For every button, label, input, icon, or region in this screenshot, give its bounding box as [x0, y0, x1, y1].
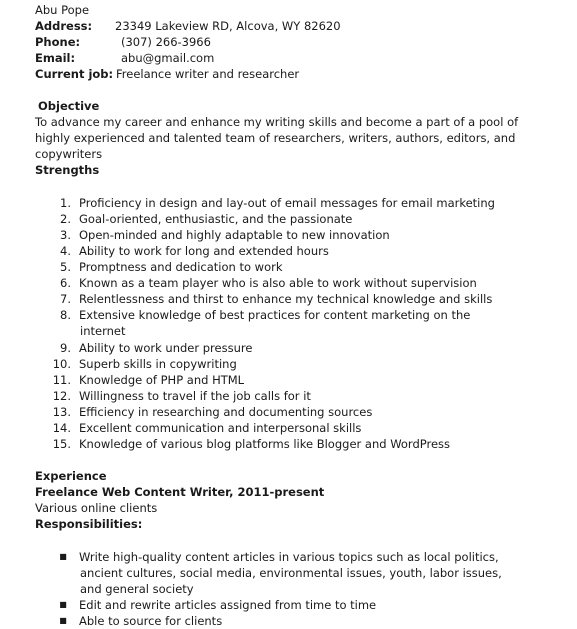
list-item-text: Extensive knowledge of best practices for content marketing on the: [79, 308, 471, 322]
current-job-value: Freelance writer and researcher: [116, 67, 300, 81]
list-number: 12.: [52, 389, 71, 403]
list-item-text-continuation: and general society: [80, 582, 194, 596]
clients-text: Various online clients: [35, 501, 158, 515]
objective-heading: Objective: [38, 99, 100, 113]
list-number: 14.: [52, 421, 71, 435]
list-number: 5.: [60, 260, 71, 274]
strengths-heading: Strengths: [35, 163, 100, 177]
list-item-text: Goal-oriented, enthusiastic, and the passionate: [79, 212, 353, 226]
experience-heading: Experience: [35, 469, 107, 483]
list-number: 11.: [52, 373, 71, 387]
address-value: 23349 Lakeview RD, Alcova, WY 82620: [115, 19, 341, 33]
square-bullet-icon: ■: [59, 616, 67, 625]
list-item-text: Excellent communication and interpersonal skills: [79, 421, 362, 435]
list-item-text: Open-minded and highly adaptable to new innovation: [79, 228, 390, 242]
list-item-text: Knowledge of PHP and HTML: [79, 373, 245, 387]
phone-value: (307) 266-3966: [121, 35, 211, 49]
list-number: 8.: [60, 308, 71, 322]
objective-line: To advance my career and enhance my writing skills and become a part of a pool of: [35, 115, 519, 129]
list-item-text: Write high-quality content articles in various topics such as local politics,: [79, 550, 499, 564]
list-item-text: Ability to work under pressure: [79, 341, 253, 355]
square-bullet-icon: ■: [59, 552, 67, 561]
applicant-name: Abu Pope: [35, 3, 90, 17]
list-item-text: Knowledge of various blog platforms like Blogger and WordPress: [79, 437, 451, 451]
list-number: 6.: [60, 276, 71, 290]
list-item-text: Efficiency in researching and documenting sources: [79, 405, 373, 419]
list-number: 3.: [60, 228, 71, 242]
square-bullet-icon: ■: [59, 600, 67, 609]
list-number: 4.: [60, 244, 71, 258]
list-item-text: Willingness to travel if the job calls for it: [79, 389, 311, 403]
list-item-text: Superb skills in copywriting: [79, 357, 237, 371]
list-item-text: Proficiency in design and lay-out of email messages for email marketing: [79, 196, 495, 210]
list-item-text: Promptness and dedication to work: [79, 260, 283, 274]
list-number: 1.: [60, 196, 71, 210]
list-number: 15.: [52, 437, 71, 451]
address-label: Address:: [35, 19, 93, 33]
list-item-text: Edit and rewrite articles assigned from time to time: [79, 598, 377, 612]
position-title: Freelance Web Content Writer, 2011-present: [35, 485, 325, 499]
list-item-text: Ability to work for long and extended hours: [79, 244, 329, 258]
email-label: Email:: [35, 51, 76, 65]
list-number: 10.: [52, 357, 71, 371]
list-item-text: Known as a team player who is also able to work without supervision: [79, 276, 477, 290]
list-number: 7.: [60, 292, 71, 306]
list-number: 9.: [60, 341, 71, 355]
list-item-text: Relentlessness and thirst to enhance my technical knowledge and skills: [79, 292, 493, 306]
email-value: abu@gmail.com: [121, 51, 215, 65]
list-item-text-continuation: ancient cultures, social media, environmental issues, youth, labor issues,: [80, 566, 502, 580]
list-item-text: Able to source for clients: [79, 614, 223, 628]
current-job-label: Current job:: [35, 67, 114, 81]
objective-line: highly experienced and talented team of researchers, writers, authors, editors, and: [35, 131, 516, 145]
responsibilities-heading: Responsibilities:: [35, 517, 143, 531]
objective-line: copywriters: [35, 147, 103, 161]
list-item-text-continuation: internet: [80, 324, 126, 338]
phone-label: Phone:: [35, 35, 81, 49]
list-number: 2.: [60, 212, 71, 226]
list-number: 13.: [52, 405, 71, 419]
